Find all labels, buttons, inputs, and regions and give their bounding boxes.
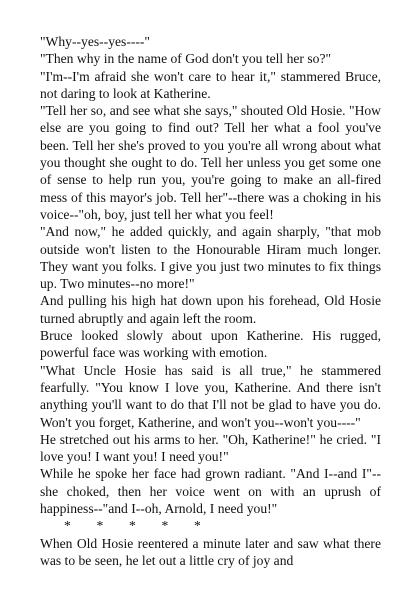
paragraph: "Tell her so, and see what she says," shouted Old Hosie. "How else are you going to find out? Tell her what a fool you've been. Tell her she's proved to you you're all wrong about what you thought she ought to do. Tell her unless you get some one of sense to help run you, you're going to make an all-fired mess of this mayor's job. Tell her"--there was a choking in his voice--"oh, boy, just tell her what you feel!	[40, 103, 381, 222]
section-break	[40, 517, 381, 534]
paragraph: "Then why in the name of God don't you tell her so?"	[40, 51, 332, 67]
paragraph: "And now," he added quickly, and again sharply, "that mob outside won't listen to the Honourable Hiram much longer. They want you folks. I give you just two minutes to fix things up. Two minutes--no more!"	[40, 224, 381, 292]
section-break-star: *	[129, 518, 136, 534]
paragraph: "What Uncle Hosie has said is all true," he stammered fearfully. "You know I love you, Katherine. And there isn't anything you'll want to do that I'll not be glad to have you do. Won't you forget, Katherine, and won't you--won't you----"	[40, 362, 381, 430]
section-break-star: *	[194, 518, 201, 534]
paragraph: And pulling his high hat down upon his forehead, Old Hosie turned abruptly and again left the room.	[40, 293, 381, 326]
paragraph: He stretched out his arms to her. "Oh, Katherine!" he cried. "I love you! I want you! I need you!"	[40, 431, 381, 465]
paragraph: "Why--yes--yes----"	[40, 34, 150, 49]
section-break-star: *	[161, 518, 169, 534]
paragraph: When Old Hosie reentered a minute later and saw what there was to be seen, he let out a little cry of joy and	[40, 535, 381, 568]
paragraph: While he spoke her face had grown radiant. "And I--and I"--she choked, then her voice went on with an uprush of happiness--"and I--oh, Arnold, I need you!"	[40, 466, 381, 517]
section-break-star: *	[96, 518, 104, 534]
paragraph: "I'm--I'm afraid she won't care to hear it," stammered Bruce, not daring to look at Katherine.	[40, 68, 381, 101]
paragraph: Bruce looked slowly about upon Katherine. His rugged, powerful face was working with emotion.	[40, 328, 381, 361]
book-page	[40, 33, 381, 569]
section-break-star: *	[64, 518, 71, 534]
